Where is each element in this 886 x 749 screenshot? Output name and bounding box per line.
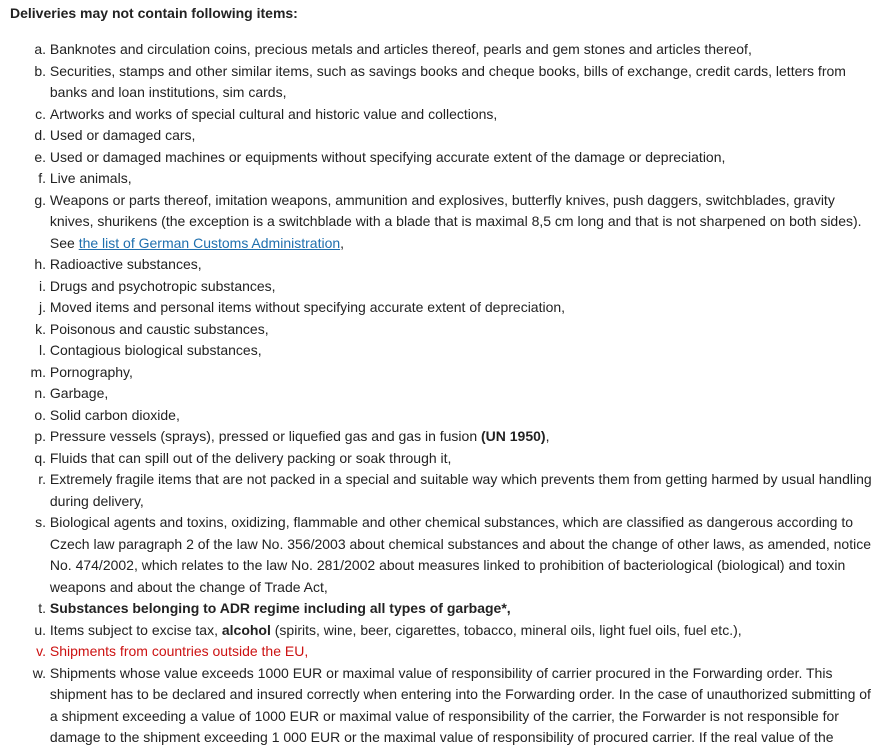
list-marker: t.: [38, 600, 46, 616]
list-item-text: Poisonous and caustic substances,: [49, 320, 269, 337]
list-marker: h.: [34, 256, 46, 272]
list-item-text: Garbage,: [49, 385, 109, 401]
list-item: [10, 61, 878, 104]
list-marker: u.: [34, 621, 46, 638]
list-item: [10, 319, 878, 341]
list-item-text: Pornography,: [49, 363, 133, 380]
prohibited-items-list: [10, 39, 878, 749]
list-item-text: Extremely fragile items that are not packed in a special and suitable way which prevents them from getting harmed by usual handling during delivery,: [49, 471, 872, 509]
un-number-bold: (UN 1950): [481, 428, 546, 444]
list-item: [10, 598, 878, 620]
list-marker: v.: [36, 643, 46, 659]
list-marker: j.: [39, 299, 46, 315]
section-heading: Deliveries may not contain following items:: [10, 5, 298, 21]
list-item: [10, 340, 878, 362]
list-marker: b.: [34, 62, 46, 79]
list-item-text: Securities, stamps and other similar items, such as savings books and cheque books, bills of exchange, credit cards, letters from banks and loan institutions, sim cards,: [49, 62, 846, 100]
list-item: [10, 362, 878, 384]
list-marker: c.: [35, 105, 46, 122]
list-marker: s.: [35, 514, 46, 530]
list-marker: k.: [35, 320, 46, 337]
list-item-text: Radioactive substances,: [49, 256, 202, 272]
list-item: [10, 125, 878, 147]
list-marker: l.: [39, 342, 46, 358]
list-marker: w.: [32, 664, 46, 681]
list-marker: e.: [34, 148, 46, 165]
list-item: [10, 405, 878, 427]
list-item-text: [50, 190, 878, 255]
list-item-text: Artworks and works of special cultural and historic value and collections,: [49, 105, 498, 122]
list-item: [10, 641, 878, 663]
list-item-text: Fluids that can spill out of the delivery packing or soak through it,: [49, 449, 452, 466]
list-item: [10, 297, 878, 319]
list-marker: m.: [30, 363, 46, 380]
list-item: [10, 620, 878, 642]
list-item-text-part: Items subject to excise tax,: [49, 621, 222, 638]
list-item: [10, 383, 878, 405]
list-item-text: Live animals,: [49, 170, 132, 186]
list-marker: f.: [38, 170, 46, 186]
list-item-text: Drugs and psychotropic substances,: [49, 277, 276, 294]
list-item-text-part: ,: [545, 428, 550, 444]
list-item-text: [50, 620, 878, 642]
list-item: [10, 168, 878, 190]
list-item-text: Biological agents and toxins, oxidizing, flammable and other chemical substances, which are classified as dangerous according to Czech law paragraph 2 of the law No. 356/2003 about chemical substances and about the change of other laws, as amended, notice No. 474/2002, which relates to the law No. 281/2002 about measures linked to prohibition of bacteriological (biological) and toxin weapons and about the change of Trade Act,: [49, 514, 871, 595]
list-item-text: Used or damaged machines or equipments without specifying accurate extent of the damage or depreciation,: [49, 148, 726, 165]
list-item-text-part: ,: [340, 234, 345, 251]
list-marker: o.: [34, 406, 46, 423]
list-item: [10, 190, 878, 255]
list-item: [10, 469, 878, 512]
list-item-text: [50, 426, 878, 448]
non-eu-shipments-warning: Shipments from countries outside the EU,: [49, 643, 309, 659]
list-item-text-part: Weapons or parts thereof, imitation weapons, ammunition and explosives, butterfly knives, push daggers, switchblades, gravity knives, shurikens (the exception is a switchblade with a blade that is maximal 8,5 cm long and that is not sharpened on both sides). See: [49, 191, 862, 251]
list-item-text: Contagious biological substances,: [49, 342, 262, 358]
alcohol-bold: alcohol: [221, 621, 271, 638]
list-marker: d.: [34, 127, 46, 143]
list-item: [10, 663, 878, 749]
list-item: [10, 147, 878, 169]
list-item-text-part: (spirits, wine, beer, cigarettes, tobacco, mineral oils, light fuel oils, fuel etc.),: [270, 621, 742, 638]
list-item: [10, 104, 878, 126]
german-customs-list-link[interactable]: the list of German Customs Administration: [78, 234, 341, 251]
list-marker: i.: [39, 277, 46, 294]
list-marker: n.: [34, 385, 46, 401]
list-item-text: [50, 598, 878, 620]
list-item-text: Shipments whose value exceeds 1000 EUR or maximal value of responsibility of carrier procured in the Forwarding order. This shipment has to be declared and insured correctly when entering into the Forwarding order. In the case of unauthorized submitting of a shipment exceeding a value of 1000 EUR or maximal value of responsibility of the carrier, the Forwarder is not responsible for damage to the shipment exceeding 1 000 EUR or the maximal value of responsibility of procured carrier. If the real value of the: [49, 664, 871, 745]
list-item: [10, 512, 878, 598]
list-marker: g.: [34, 191, 46, 208]
list-item-text: Solid carbon dioxide,: [49, 406, 180, 423]
list-item-text: Used or damaged cars,: [49, 127, 196, 143]
list-item: [10, 39, 878, 61]
list-item-text: Moved items and personal items without specifying accurate extent of depreciation,: [49, 299, 566, 315]
list-marker: r.: [38, 471, 46, 487]
list-marker: p.: [34, 428, 46, 444]
list-marker: q.: [34, 449, 46, 466]
list-item: [10, 276, 878, 298]
list-marker: a.: [34, 41, 46, 57]
list-item-text: Banknotes and circulation coins, precious metals and articles thereof, pearls and gem stones and articles thereof,: [49, 41, 752, 57]
adr-regime-bold: Substances belonging to ADR regime including all types of garbage*,: [49, 600, 511, 616]
list-item: [10, 426, 878, 448]
list-item-text-part: Pressure vessels (sprays), pressed or liquefied gas and gas in fusion: [49, 428, 481, 444]
list-item: [10, 254, 878, 276]
list-item: [10, 448, 878, 470]
